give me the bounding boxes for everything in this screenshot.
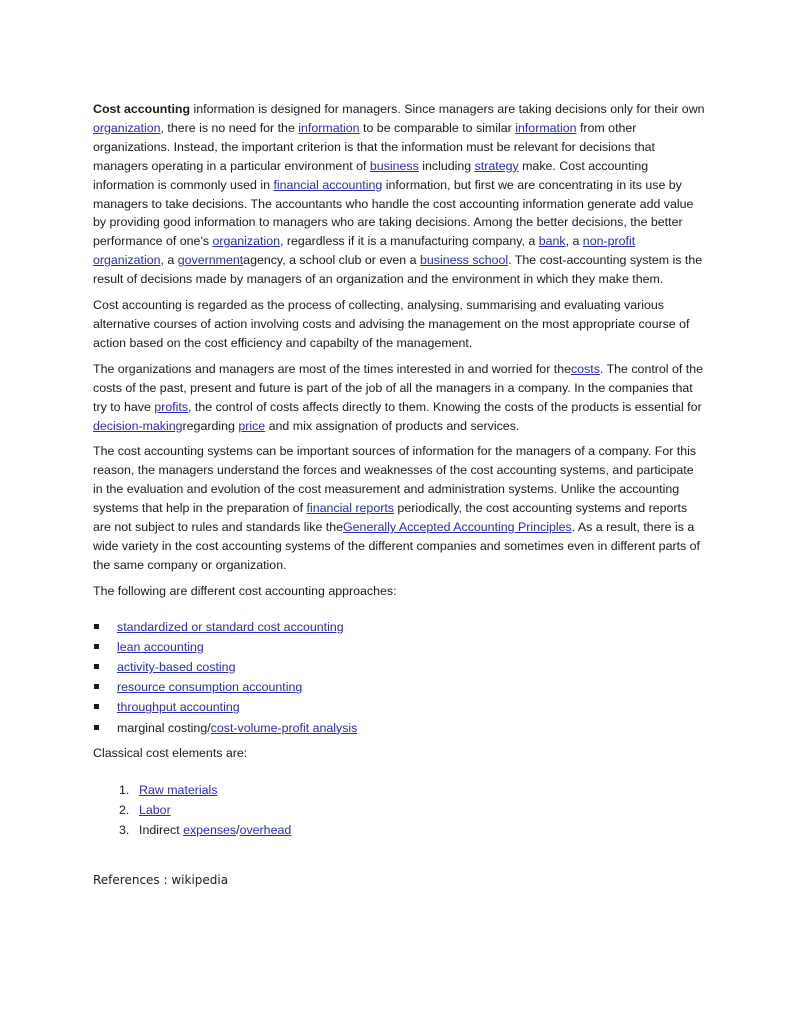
list-item — [93, 657, 705, 677]
list-item — [93, 800, 705, 820]
link-organization[interactable]: organization — [93, 120, 161, 135]
link-resource-consumption-accounting[interactable]: resource consumption accounting — [117, 680, 303, 695]
square-bullet-icon — [94, 684, 99, 689]
link-financial-reports[interactable]: financial reports — [306, 501, 394, 516]
document-page — [93, 100, 705, 889]
square-bullet-icon — [94, 644, 99, 649]
link-strategy[interactable]: strategy — [474, 158, 519, 173]
list-number: 2. — [119, 803, 130, 818]
list-number: 1. — [119, 782, 130, 797]
link-information-2[interactable]: information — [515, 120, 577, 135]
link-information[interactable]: information — [298, 120, 360, 135]
link-bank[interactable]: bank — [538, 234, 566, 249]
list-item — [93, 637, 705, 657]
paragraph-approaches-intro: The following are different cost accounting approaches: — [93, 583, 397, 598]
link-labor[interactable]: Labor — [139, 803, 171, 818]
link-financial-accounting[interactable]: financial accounting — [273, 177, 383, 192]
paragraph-systems: The cost accounting systems can be important sources of information for the managers of a company. For this reason, the managers understand the forces and weaknesses of the cost accounting systems, and participate in the evaluation and evolution of the cost measurement and administration systems. Unlike the accounting systems that help in the preparation of financial reports periodically, the cost accounting systems and reports are not subject to rules and standards like theGenerally Accepted Accounting Principles. As a result, there is a wide variety in the cost accounting systems of the different companies and sometimes even in different parts of the same company or organization. — [93, 444, 701, 572]
approaches-list — [93, 617, 705, 738]
link-lean-accounting[interactable]: lean accounting — [117, 639, 204, 654]
link-throughput-accounting[interactable]: throughput accounting — [117, 700, 240, 715]
list-item — [93, 677, 705, 697]
link-activity-based-costing[interactable]: activity-based costing — [117, 660, 236, 675]
square-bullet-icon — [94, 704, 99, 709]
list-number: 3. — [119, 823, 130, 838]
paragraph-definition: Cost accounting is regarded as the process of collecting, analysing, summarising and evaluating various alternative courses of action involving costs and advising the management on the most appropriate course of action based on the cost efficiency and capabilty of the management. — [93, 298, 690, 350]
link-costs[interactable]: costs — [570, 361, 600, 376]
link-government[interactable]: government — [177, 253, 244, 268]
link-cost-volume-profit-analysis[interactable]: cost-volume-profit analysis — [210, 720, 358, 735]
link-profits[interactable]: profits — [154, 399, 189, 414]
link-decision-making[interactable]: decision-making — [93, 418, 183, 433]
paragraph-elements-intro: Classical cost elements are: — [93, 745, 248, 760]
link-business[interactable]: business — [369, 158, 419, 173]
references-note: References : wikipedia — [93, 872, 229, 887]
link-raw-materials[interactable]: Raw materials — [139, 782, 218, 797]
link-standard-cost-accounting[interactable]: standardized or standard cost accounting — [117, 619, 344, 634]
link-organization-2[interactable]: organization — [212, 234, 280, 249]
square-bullet-icon — [94, 725, 99, 730]
link-price[interactable]: price — [238, 418, 266, 433]
link-non-profit-organization[interactable]: non-profit organization — [93, 234, 636, 268]
link-business-school[interactable]: business school — [419, 253, 509, 268]
list-item — [93, 697, 705, 717]
link-overhead[interactable]: overhead — [239, 823, 292, 838]
square-bullet-icon — [94, 624, 99, 629]
list-item: marginal costing/cost-volume-profit analysis — [93, 718, 705, 738]
square-bullet-icon — [94, 664, 99, 669]
list-item — [93, 617, 705, 637]
link-expenses[interactable]: expenses — [183, 823, 237, 838]
paragraph-intro: Cost accounting information is designed for managers. Since managers are taking decisions only for their own organization, there is no need for the information to be comparable to similar information from other organizations. Instead, the important criterion is that the information must be relevant for decisions that managers operating in a particular environment of business including strategy make. Cost accounting information is commonly used in financial accounting information, but first we are concentrating in its use by managers to take decisions. The accountants who handle the cost accounting information generate add value by providing good information to managers who are taking decisions. Among the better decisions, the better performance of one's organization, regardless if it is a manufacturing company, a bank, a non-profit organization, a governmentagency, a school club or even a business school. The cost-accounting system is the result of decisions made by managers of an organization and the environment in which they make them. — [93, 102, 705, 287]
paragraph-costs-control: The organizations and managers are most of the times interested in and worried for thecosts. The control of the costs of the past, present and future is part of the job of all the managers in a company. In the companies that try to have profits, the control of costs affects directly to them. Knowing the costs of the products is essential for decision-makingregarding price and mix assignation of products and services. — [93, 361, 703, 433]
elements-list — [93, 780, 705, 841]
list-item — [93, 780, 705, 800]
list-item: 3. Indirect expenses/overhead — [93, 820, 705, 840]
term-cost-accounting: Cost accounting — [93, 102, 191, 116]
link-gaap[interactable]: Generally Accepted Accounting Principles — [343, 520, 572, 535]
